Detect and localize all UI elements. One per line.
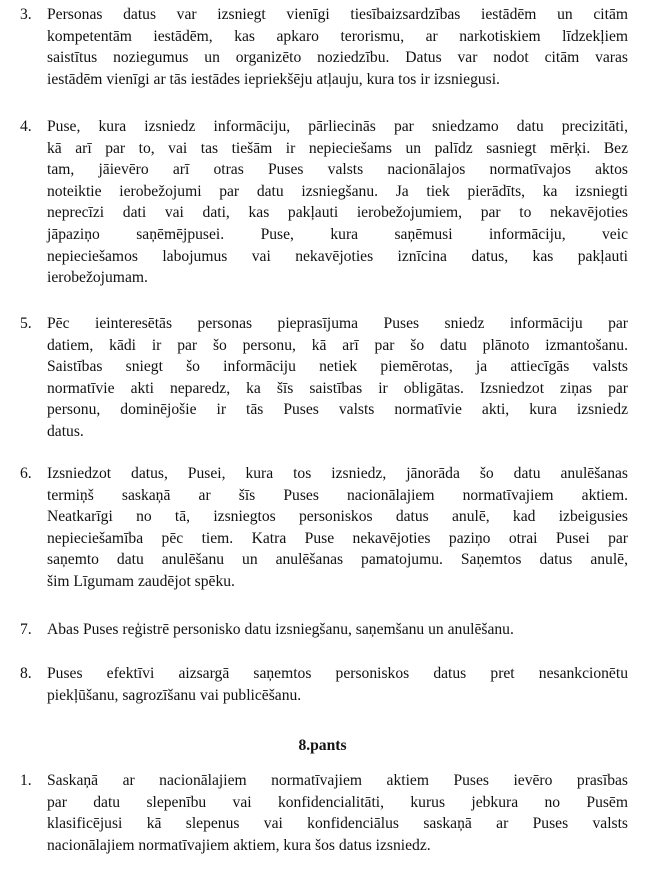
- text-line: klasificējusi kā slepenus vai konfidenciālus saskaņā ar Puses valsts: [47, 815, 628, 833]
- text-line: Pēc ieinteresētās personas pieprasījuma Puses sniedz informāciju par: [47, 315, 628, 332]
- text-line: datus.: [47, 422, 84, 440]
- text-line: tam, jāievēro arī otras Puses valsts nacionālajos normatīvajos aktos: [47, 161, 628, 179]
- text-line: normatīvie akti neparedz, ka šīs saistības ir obligātas. Izsniedzot ziņas par: [47, 379, 628, 397]
- text-line: Saskaņā ar nacionālajiem normatīvajiem aktiem Puses ievēro prasības: [47, 772, 628, 789]
- text-line: kompetentām iestādēm, kas apkaro terorismu, ar narkotiskiem līdzekļiem: [47, 27, 628, 45]
- paragraph-8: [20, 663, 628, 706]
- paragraph-text: [47, 4, 628, 90]
- text-line: piekļūšanu, sagrozīšanu vai publicēšanu.: [47, 686, 302, 704]
- paragraph-text: [47, 313, 628, 443]
- text-line: Personas datus var izsniegt vienīgi tiesībaizsardzības iestādēm un citām: [47, 6, 628, 23]
- text-line: Izsniedzot datus, Pusei, kura tos izsniedz, jānorāda šo datu anulēšanas: [47, 465, 628, 482]
- paragraph-text: [47, 116, 628, 289]
- text-line: datiem, kādi ir par šo personu, kā arī par šo datu plānoto izmantošanu.: [47, 336, 628, 354]
- text-line: nacionālajiem normatīvajiem aktiem, kura šos datus izsniedz.: [47, 836, 431, 854]
- paragraph-6: [20, 463, 628, 593]
- paragraph-number: 4.: [20, 118, 32, 135]
- paragraph-number: 1.: [20, 772, 32, 789]
- text-line: Neatkarīgi no tā, izsniegtos personiskos datus anulē, kad izbeigusies: [47, 508, 628, 526]
- text-line: Abas Puses reģistrē personisko datu izsniegšanu, saņemšanu un anulēšanu.: [47, 621, 514, 638]
- text-line: termiņš saskaņā ar šīs Puses nacionālajiem normatīvajiem aktiem.: [47, 486, 628, 504]
- text-line: personu, dominējošie ir tās Puses valsts normatīvie akti, kura izsniedz: [47, 401, 628, 419]
- text-line: noteiktie ierobežojumi par datu izsniegšanu. Ja tiek pierādīts, ka izsniegti: [47, 182, 628, 200]
- text-line: saistītus noziegumus un organizēto noziedzību. Datus var nodot citām varas: [47, 49, 628, 67]
- text-line: iestādēm vienīgi ar tās iestādes iepriekšēju atļauju, kura tos ir izsniegusi.: [47, 70, 500, 88]
- text-line: šim Līgumam zaudējot spēku.: [47, 572, 235, 590]
- paragraph-number: 5.: [20, 315, 32, 332]
- text-line: nepieciešamība pēc tiem. Katra Puse nekavējoties paziņo otrai Pusei par: [47, 529, 628, 547]
- paragraph-number: 7.: [20, 621, 32, 638]
- text-line: jāpaziņo saņēmējpusei. Puse, kura saņēmusi informāciju, veic: [47, 225, 628, 243]
- article-heading: 8.pants: [298, 737, 347, 754]
- text-line: Puses efektīvi aizsargā saņemtos personiskos datus pret nesankcionētu: [47, 665, 628, 682]
- paragraph-text: [47, 463, 628, 593]
- paragraph-5: [20, 313, 628, 443]
- paragraph-text: [47, 663, 628, 706]
- text-line: par datu slepenību vai konfidencialitāti, kurus jebkura no Pusēm: [47, 793, 628, 811]
- paragraph-number: 8.: [20, 665, 32, 682]
- paragraph-number: 6.: [20, 465, 32, 482]
- text-line: Puse, kura izsniedz informāciju, pārliecinās par sniedzamo datu precizitāti,: [47, 118, 628, 135]
- paragraph-4: [20, 116, 628, 289]
- text-line: ierobežojumam.: [47, 269, 148, 287]
- text-line: nepieciešamos labojumus vai nekavējoties iznīcina datus, kas pakļauti: [47, 247, 628, 265]
- paragraph-3: [20, 4, 628, 90]
- text-line: kā arī par to, vai tas tiešām ir nepieciešams un palīdz sasniegt mērķi. Bez: [47, 139, 628, 157]
- paragraph-text: [47, 770, 628, 856]
- article-paragraph-1: [20, 770, 628, 856]
- paragraph-7: [20, 619, 628, 641]
- paragraph-text: [47, 619, 628, 641]
- text-line: Saistības sniegt šo informāciju netiek piemērotas, ja attiecīgās valsts: [47, 358, 628, 376]
- text-line: saņemto datu anulēšanu un anulēšanas pamatojumu. Saņemtos datus anulē,: [47, 551, 628, 569]
- paragraph-number: 3.: [20, 6, 32, 23]
- text-line: neprecīzi dati vai dati, kas pakļauti ierobežojumiem, par to nekavējoties: [47, 204, 628, 222]
